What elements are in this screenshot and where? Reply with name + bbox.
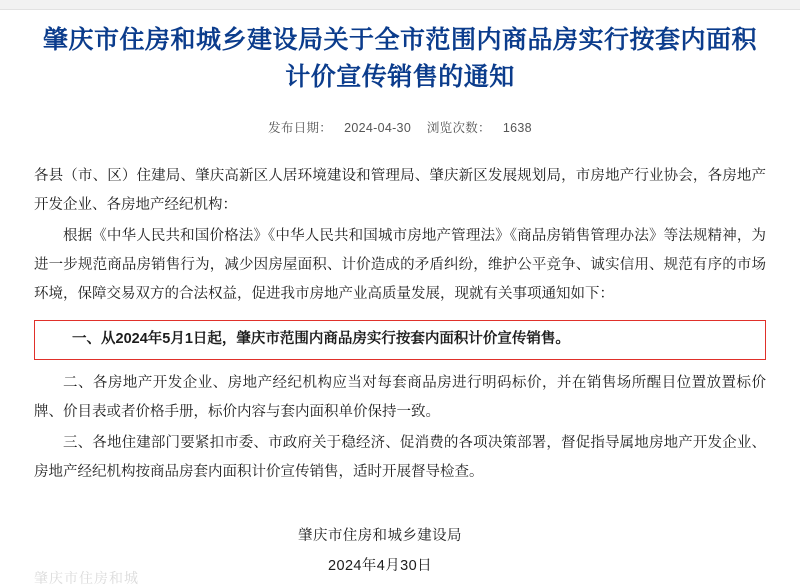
highlighted-clause-box xyxy=(34,320,766,360)
publish-date-value: 2024-04-30 xyxy=(344,121,412,135)
recipients-paragraph: 各县（市、区）住建局、肇庆高新区人居环境建设和管理局、肇庆新区发展规划局，市房地产行业协会，各房地产开发企业、各房地产经纪机构： xyxy=(34,168,766,213)
publish-date-label: 发布日期： xyxy=(268,121,333,135)
clause-three: 三、各地住建部门要紧扣市委、市政府关于稳经济、促消费的各项决策部署，督促指导属地房地产开发企业、房地产经纪机构按商品房套内面积计价宣传销售，适时开展督导检查。 xyxy=(34,435,766,480)
footer-partial-text: 肇庆市住房和城 xyxy=(34,570,139,586)
signature-date: 2024年4月30日 xyxy=(328,558,432,574)
views-label: 浏览次数： xyxy=(426,121,491,135)
document-meta xyxy=(34,118,766,136)
views-value: 1638 xyxy=(502,121,532,135)
clause-two: 二、各房地产开发企业、房地产经纪机构应当对每套商品房进行明码标价，并在销售场所醒目位置放置标价牌、价目表或者价格手册，标价内容与套内面积单价保持一致。 xyxy=(34,375,766,420)
preamble-paragraph: 根据《中华人民共和国价格法》《中华人民共和国城市房地产管理法》《商品房销售管理办法》等法规精神，为进一步规范商品房销售行为，减少因房屋面积、计价造成的矛盾纠纷，维护公平竞争、诚实信用、规范有序的市场环境，保障交易双方的合法权益，促进我市房地产业高质量发展，现就有关事项通知如下： xyxy=(34,228,766,302)
page-title: 肇庆市住房和城乡建设局关于全市范围内商品房实行按套内面积计价宣传销售的通知 xyxy=(42,26,757,91)
signature-organization: 肇庆市住房和城乡建设局 xyxy=(298,528,462,544)
signature-block xyxy=(34,521,766,581)
top-bar xyxy=(0,0,800,10)
clause-one: 一、从2024年5月1日起，肇庆市范围内商品房实行按套内面积计价宣传销售。 xyxy=(72,331,570,347)
document-body xyxy=(34,162,766,487)
